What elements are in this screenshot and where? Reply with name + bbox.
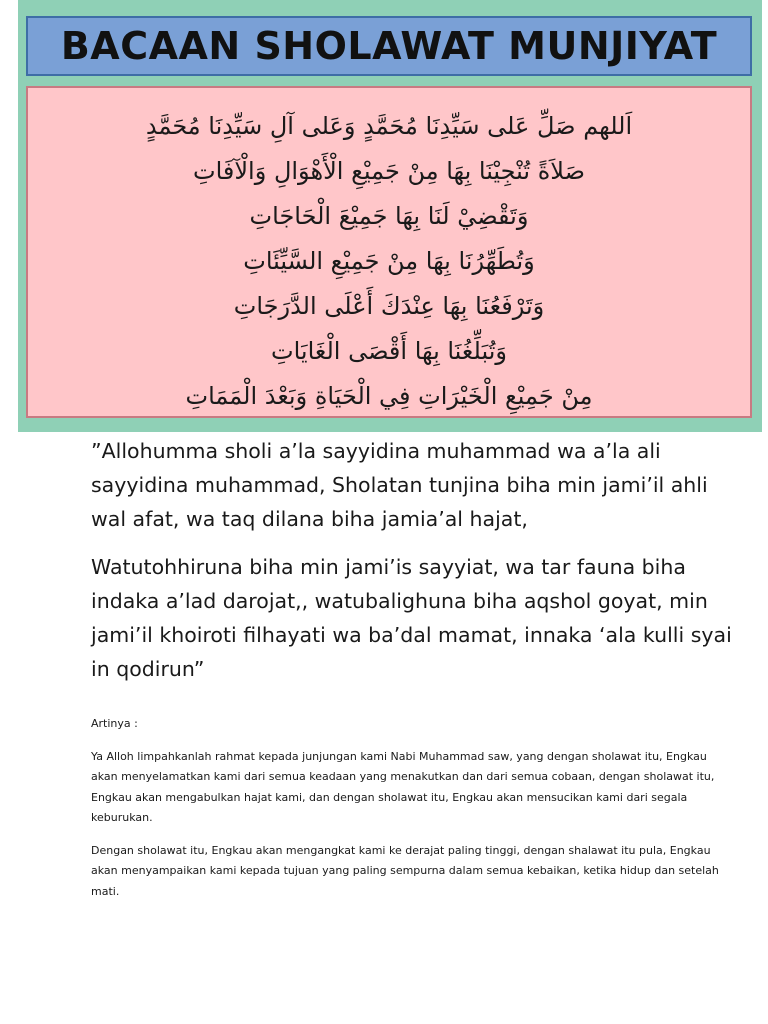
page-title: BACAAN SHOLAWAT MUNJIYAT (60, 24, 718, 68)
latin-transliteration (91, 434, 741, 686)
arabic-line-7: مِنْ جَمِيْعِ الْخَيْرَاتِ فِي الْحَيَاةِ وَبَعْدَ الْمَمَاتِ (185, 382, 593, 410)
latin-paragraph-1: ”Allohumma sholi a’la sayyidina muhammad wa a’la ali sayyidina muhammad, Sholatan tunjina biha min jami’il ahli wal afat, wa taq dilana biha jamia’al hajat, (91, 439, 708, 531)
meaning-paragraph-2: Dengan sholawat itu, Engkau akan mengangkat kami ke derajat paling tinggi, dengan shalawat itu pula, Engkau akan menyampaikan kami kepada tujuan yang paling sempurna dalam semua kebaikan, ketika hidup dan setelah mati. (91, 843, 719, 898)
arabic-line-4: وَتُطَهِّرُنَا بِهَا مِنْ جَمِيْعِ السَّيِّئَاتِ (243, 247, 535, 275)
arabic-line-2: صَلاَةً تُنْجِيْنَا بِهَا مِنْ جَمِيْعِ الْأَهْوَالِ وَالْآفَاتِ (192, 157, 585, 185)
arabic-line-3: وَتَقْضِيْ لَنَا بِهَا جَمِيْعَ الْحَاجَاتِ (249, 202, 529, 230)
meaning-label: Artinya : (91, 717, 138, 730)
arabic-line-5: وَتَرْفَعُنَا بِهَا عِنْدَكَ أَعْلَى الدَّرَجَاتِ (233, 292, 545, 320)
latin-paragraph-2: Watutohhiruna biha min jami’is sayyiat, wa tar fauna biha indaka a’lad darojat,, watubalighuna biha aqshol goyat, min jami’il khoiroti filhayati wa ba’dal mamat, innaka ‘ala kulli syai in qodirun” (91, 555, 732, 681)
arabic-text-box (26, 86, 752, 418)
arabic-line-6: وَتُبَلِّغُنَا بِهَا أَقْصَى الْغَايَاتِ (271, 337, 507, 365)
title-box (26, 16, 752, 76)
meaning-section (91, 714, 731, 902)
arabic-line-1: اَللهم صَلِّ عَلى سَيِّدِنَا مُحَمَّدٍ وَعَلى آلِ سَيِّدِنَا مُحَمَّدٍ (145, 112, 633, 140)
meaning-paragraph-1: Ya Alloh limpahkanlah rahmat kepada junjungan kami Nabi Muhammad saw, yang dengan sholawat itu, Engkau akan menyelamatkan kami dari semua keadaan yang menakutkan dan dari semua cobaan, dengan sholawat itu, Engkau akan mengabulkan hajat kami, dan dengan sholawat itu, Engkau akan mensucikan kami dari segala keburukan. (91, 749, 715, 824)
